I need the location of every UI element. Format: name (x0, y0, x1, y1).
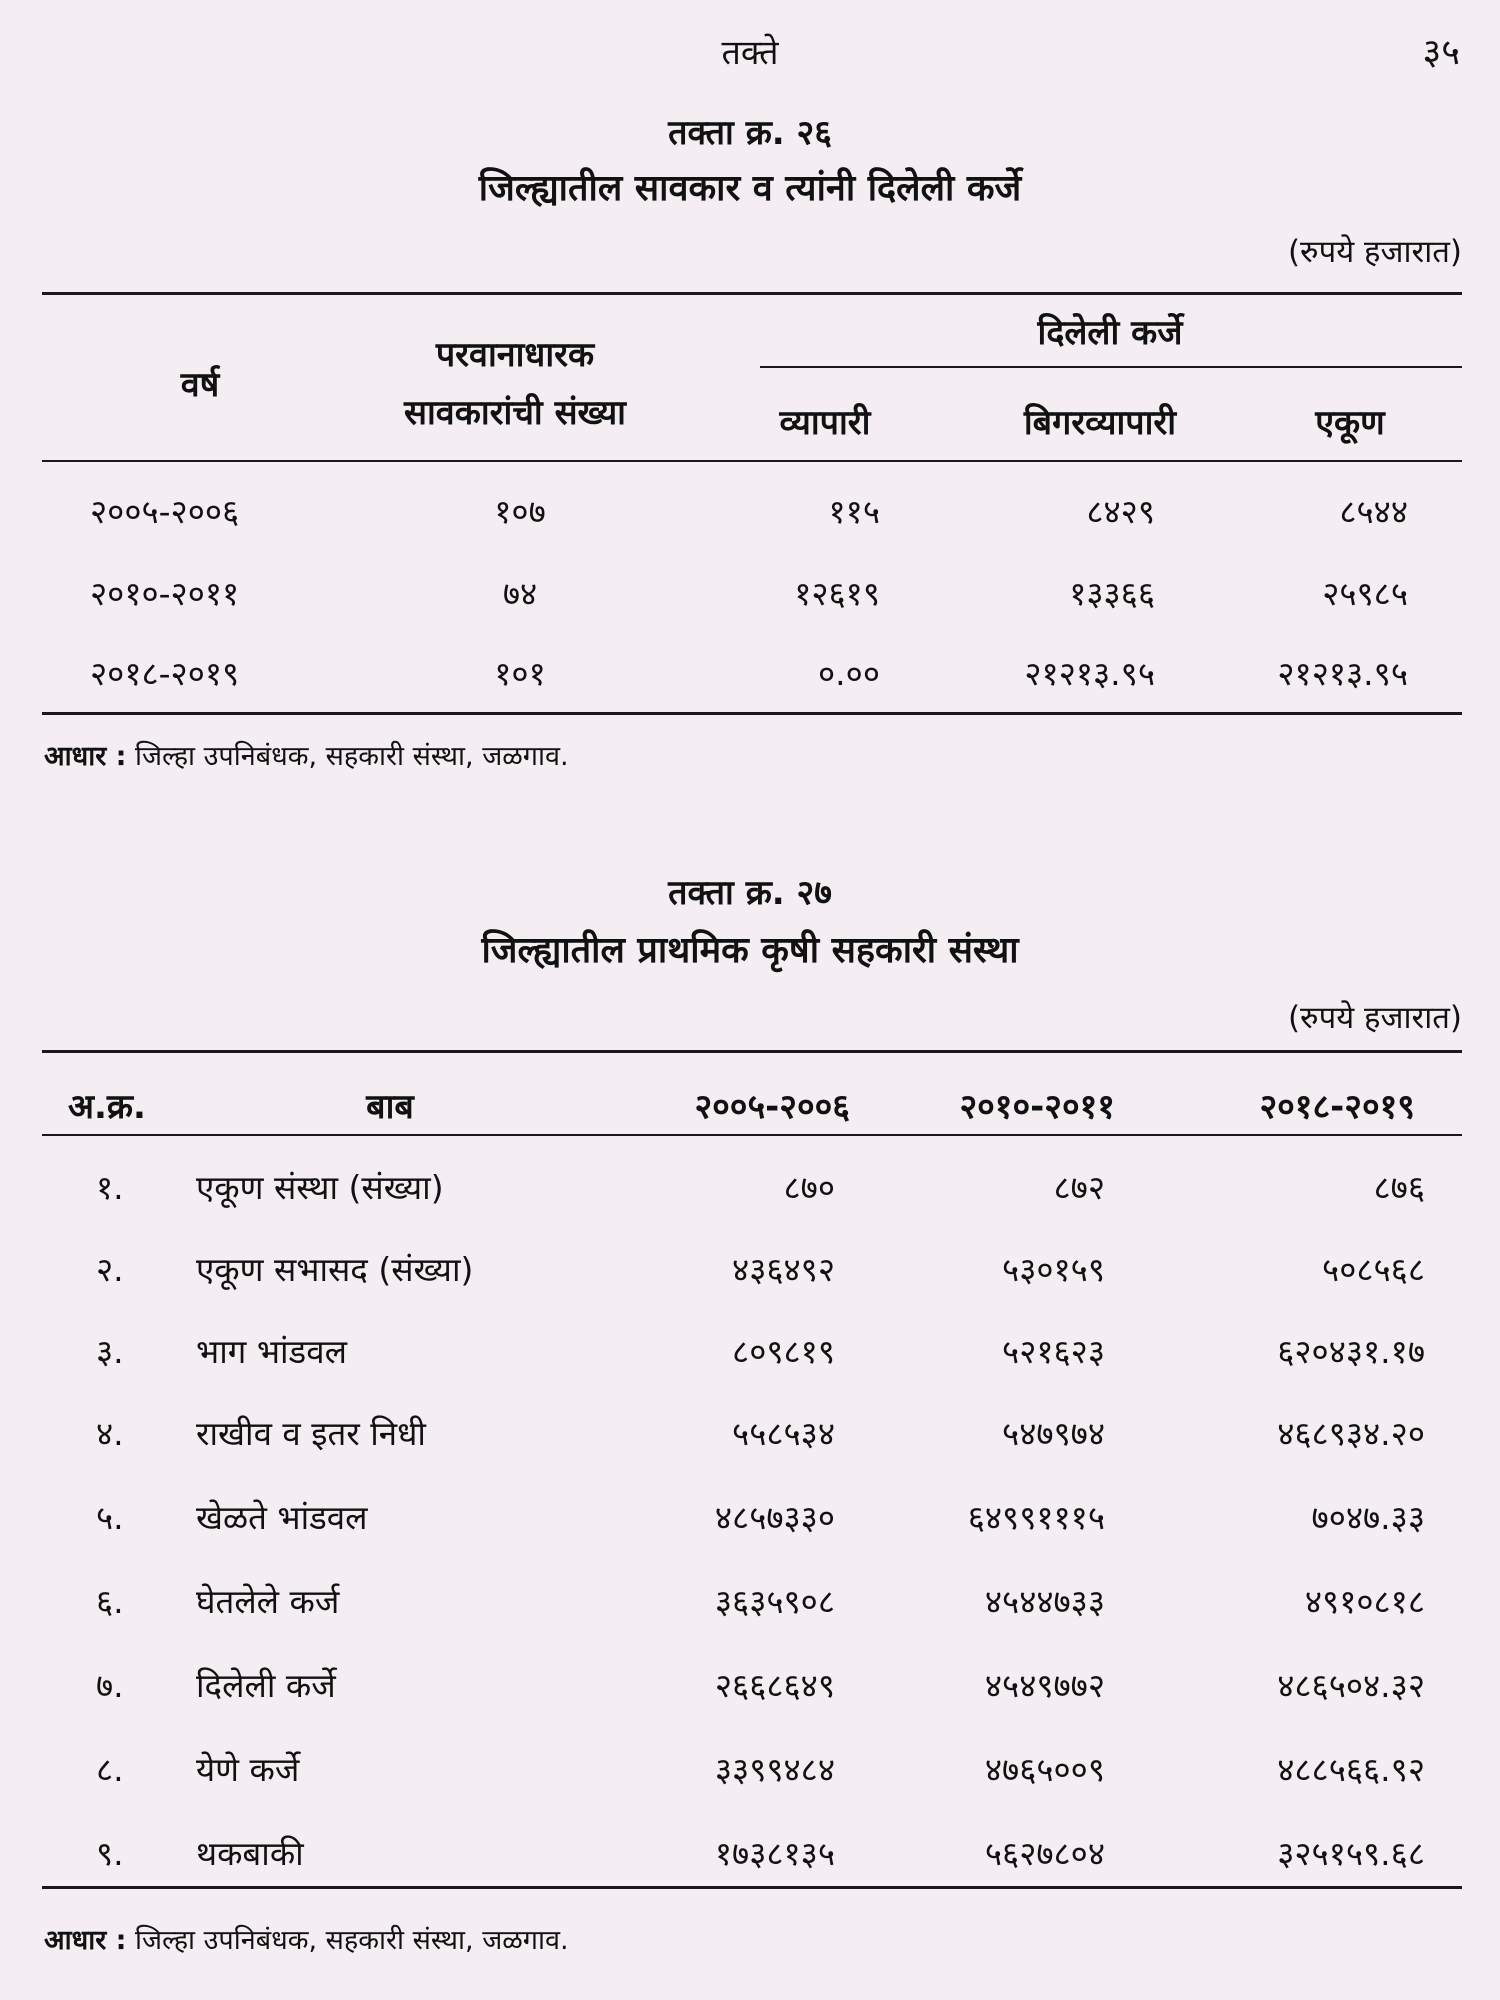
table-27-cell-y3: ६२०४३१.१७ (1277, 1332, 1425, 1371)
table-26-number: तक्ता क्र. २६ (668, 113, 832, 153)
table-26-cell-total: २५९८५ (1322, 574, 1408, 613)
table-26-bottom-rule (42, 712, 1462, 715)
table-27-bottom-rule (42, 1886, 1462, 1889)
table-27-cell-y3: ४६८९३४.२० (1277, 1414, 1425, 1453)
table-26-cell-year: २०१०-२०११ (90, 574, 240, 613)
table-26-source-text: जिल्हा उपनिबंधक, सहकारी संस्था, जळगाव. (135, 741, 569, 772)
table-27-cell-y2: ५४७९७४ (1002, 1414, 1105, 1453)
table-27-cell-y2: ५६२७८०४ (984, 1834, 1105, 1873)
table-26-header-loans-group: दिलेली कर्जे (1037, 313, 1183, 353)
table-27-cell-y3: ४९१०८१८ (1304, 1582, 1425, 1621)
table-27-header-y1: २००५-२००६ (694, 1087, 850, 1127)
table-26-cell-trade: ११५ (828, 492, 880, 531)
table-27-cell-item: एकूण संस्था (संख्या) (196, 1168, 444, 1207)
table-27-title: जिल्ह्यातील प्राथमिक कृषी सहकारी संस्था (481, 930, 1019, 971)
table-27-cell-y3: ४८८५६६.९२ (1277, 1750, 1425, 1789)
table-27-cell-y1: ८०९८१९ (732, 1332, 835, 1371)
table-26-cell-year: २००५-२००६ (90, 492, 240, 531)
table-26-header-licensed-2: सावकारांची संख्या (404, 393, 626, 433)
table-27-cell-sr: ८. (96, 1750, 124, 1789)
table-27-cell-y1: ३६३५९०८ (714, 1582, 835, 1621)
table-26-title: जिल्ह्यातील सावकार व त्यांनी दिलेली कर्जे (478, 168, 1022, 209)
table-26-group-rule (760, 366, 1462, 368)
table-27-header-y2: २०१०-२०११ (959, 1087, 1115, 1127)
table-27-number: तक्ता क्र. २७ (668, 873, 832, 913)
table-27-cell-y2: ४७६५००९ (984, 1750, 1105, 1789)
table-27-cell-sr: १. (96, 1168, 124, 1207)
table-27-cell-sr: ३. (96, 1332, 124, 1371)
table-26-header-trade: व्यापारी (779, 403, 871, 443)
table-26-cell-count: १०७ (494, 492, 546, 531)
table-26-cell-count: १०१ (494, 654, 546, 693)
table-27-cell-y2: ५३०१५९ (1002, 1250, 1105, 1289)
table-26-header-licensed-1: परवानाधारक (435, 335, 595, 375)
table-27-header-y3: २०१८-२०१९ (1259, 1087, 1415, 1127)
table-27-cell-y1: ४८५७३३० (714, 1498, 835, 1537)
table-27-cell-y1: ८७० (783, 1168, 835, 1207)
table-27-cell-y2: ६४९९१११५ (967, 1498, 1105, 1537)
table-26-source (44, 736, 569, 773)
running-header-title: तक्ते (721, 33, 779, 73)
table-27-source-label: आधार : (44, 1925, 127, 1956)
table-27-cell-item: भाग भांडवल (196, 1332, 347, 1371)
table-27-cell-y3: ८७६ (1373, 1168, 1425, 1207)
table-27-cell-y3: ३२५१५९.६८ (1277, 1834, 1425, 1873)
table-26-cell-trade: १२६१९ (794, 574, 880, 613)
table-26-header-rule (42, 460, 1462, 462)
table-26-header-year: वर्ष (180, 365, 220, 405)
table-27-source-text: जिल्हा उपनिबंधक, सहकारी संस्था, जळगाव. (135, 1925, 569, 1956)
table-27-cell-y3: ७०४७.३३ (1311, 1498, 1425, 1537)
table-27-top-rule (42, 1050, 1462, 1053)
table-27-cell-y1: ३३९९४८४ (714, 1750, 835, 1789)
table-27-header-sr: अ.क्र. (68, 1087, 146, 1127)
table-27-cell-y1: १७३८१३५ (714, 1834, 835, 1873)
table-27-cell-y2: ८७२ (1053, 1168, 1105, 1207)
table-27-cell-sr: ५. (96, 1498, 124, 1537)
table-26-cell-total: २१२१३.९५ (1277, 654, 1408, 693)
table-26-cell-year: २०१८-२०१९ (90, 654, 240, 693)
table-27-cell-sr: ९. (96, 1834, 124, 1873)
table-26-cell-non-trade: २१२१३.९५ (1024, 654, 1155, 693)
table-27-header-rule (42, 1134, 1462, 1136)
table-27-cell-y1: २६६८६४९ (714, 1666, 835, 1705)
table-26-cell-trade: ०.०० (818, 654, 880, 693)
table-27-source (44, 1920, 569, 1957)
table-27-header-item: बाब (366, 1087, 414, 1127)
table-26-cell-total: ८५४४ (1339, 492, 1408, 531)
table-27-cell-item: घेतलेले कर्ज (196, 1582, 340, 1621)
table-27-cell-y1: ५५८५३४ (732, 1414, 835, 1453)
table-27-cell-item: येणे कर्जे (196, 1750, 300, 1789)
table-27-cell-item: खेळते भांडवल (196, 1498, 368, 1537)
table-27-unit: (रुपये हजारात) (1287, 1000, 1462, 1036)
table-26-top-rule (42, 292, 1462, 295)
table-26-header-non-trade: बिगरव्यापारी (1023, 403, 1177, 443)
table-26-cell-count: ७४ (502, 574, 538, 613)
table-27-cell-item: एकूण सभासद (संख्या) (196, 1250, 474, 1289)
table-27-cell-sr: ७. (96, 1666, 124, 1705)
table-26-source-label: आधार : (44, 741, 127, 772)
table-27-cell-y3: ५०८५६८ (1322, 1250, 1425, 1289)
table-27-cell-y3: ४८६५०४.३२ (1277, 1666, 1425, 1705)
table-27-cell-y2: ५२१६२३ (1002, 1332, 1105, 1371)
table-27-cell-y2: ४५४४७३३ (984, 1582, 1105, 1621)
table-27-cell-y1: ४३६४९२ (732, 1250, 835, 1289)
table-26-unit: (रुपये हजारात) (1287, 234, 1462, 270)
table-27-cell-item: थकबाकी (196, 1834, 304, 1873)
table-27-cell-sr: ४. (96, 1414, 124, 1453)
table-27-cell-item: राखीव व इतर निधी (196, 1414, 426, 1453)
table-27-cell-y2: ४५४९७७२ (984, 1666, 1105, 1705)
table-27-cell-sr: ६. (96, 1582, 124, 1621)
table-27-cell-item: दिलेली कर्जे (196, 1666, 336, 1705)
table-26-cell-non-trade: १३३६६ (1069, 574, 1155, 613)
table-27-cell-sr: २. (96, 1250, 124, 1289)
table-26-cell-non-trade: ८४२९ (1086, 492, 1155, 531)
page-number: ३५ (1422, 32, 1460, 73)
table-26-header-total: एकूण (1315, 403, 1385, 443)
